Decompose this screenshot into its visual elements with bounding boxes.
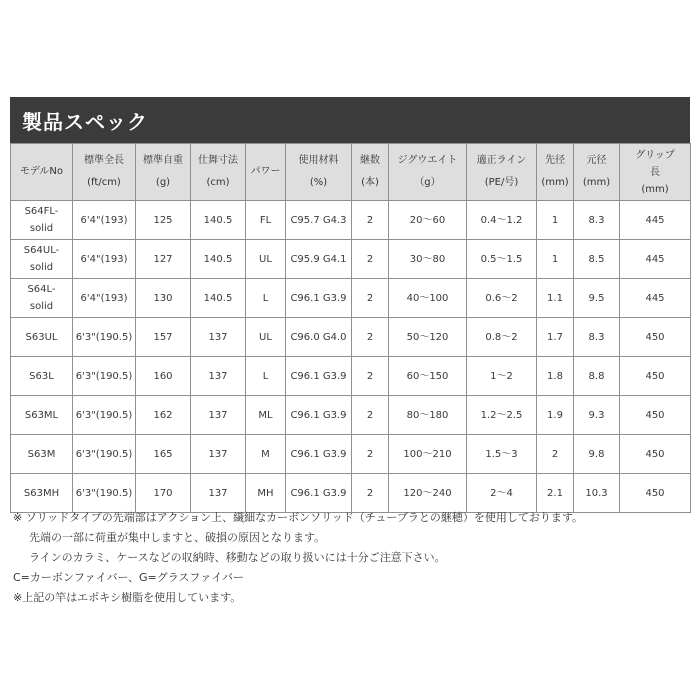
- spec-section: [10, 97, 690, 513]
- cell-tip-diameter: 1.8: [537, 357, 574, 396]
- cell-pieces: 2: [352, 240, 389, 279]
- cell-closed-length: 137: [191, 357, 246, 396]
- cell-material: C96.1 G3.9: [286, 279, 352, 318]
- header-closed-length: 仕舞寸法 (cm): [191, 144, 246, 201]
- header-model: モデルNo: [11, 144, 73, 201]
- cell-butt-diameter: 10.3: [574, 474, 620, 513]
- cell-weight: 170: [136, 474, 191, 513]
- note-solid-tip: ※ ソリッドタイプの先端部はアクション上、繊細なカーボンソリッド（チューブラとの継穂）を使用しております。: [13, 511, 583, 524]
- cell-line: 0.5～1.5: [467, 240, 537, 279]
- cell-tip-diameter: 1.7: [537, 318, 574, 357]
- table-row: [11, 201, 691, 240]
- cell-model: S64UL- solid: [11, 240, 73, 279]
- cell-weight: 160: [136, 357, 191, 396]
- table-row: [11, 240, 691, 279]
- cell-tip-diameter: 1: [537, 240, 574, 279]
- cell-length: 6'3"(190.5): [73, 435, 136, 474]
- cell-grip-length: 450: [620, 396, 691, 435]
- cell-weight: 127: [136, 240, 191, 279]
- cell-closed-length: 137: [191, 396, 246, 435]
- cell-butt-diameter: 9.8: [574, 435, 620, 474]
- cell-weight: 162: [136, 396, 191, 435]
- note-load-warning: 先端の一部に荷重が集中しますと、破損の原因となります。: [29, 531, 326, 544]
- cell-line: 0.6～2: [467, 279, 537, 318]
- cell-weight: 125: [136, 201, 191, 240]
- cell-jig-weight: 50～120: [389, 318, 467, 357]
- table-row: [11, 474, 691, 513]
- cell-pieces: 2: [352, 357, 389, 396]
- header-power: パワー: [246, 144, 286, 201]
- header-weight: 標準自重 (g): [136, 144, 191, 201]
- cell-grip-length: 450: [620, 474, 691, 513]
- cell-tip-diameter: 2.1: [537, 474, 574, 513]
- cell-material: C96.0 G4.0: [286, 318, 352, 357]
- cell-grip-length: 450: [620, 318, 691, 357]
- note-resin: ※上記の竿はエポキシ樹脂を使用しています。: [13, 591, 242, 604]
- table-header-row: [11, 144, 691, 201]
- cell-line: 1.2～2.5: [467, 396, 537, 435]
- cell-jig-weight: 20～60: [389, 201, 467, 240]
- cell-power: MH: [246, 474, 286, 513]
- header-butt-diameter: 元径 (mm): [574, 144, 620, 201]
- cell-jig-weight: 40～100: [389, 279, 467, 318]
- cell-closed-length: 140.5: [191, 201, 246, 240]
- cell-closed-length: 137: [191, 435, 246, 474]
- cell-power: L: [246, 279, 286, 318]
- cell-pieces: 2: [352, 435, 389, 474]
- cell-weight: 165: [136, 435, 191, 474]
- cell-jig-weight: 120～240: [389, 474, 467, 513]
- header-material: 使用材料 (%): [286, 144, 352, 201]
- cell-butt-diameter: 8.8: [574, 357, 620, 396]
- cell-power: UL: [246, 318, 286, 357]
- cell-weight: 157: [136, 318, 191, 357]
- section-title: 製品スペック: [10, 97, 690, 143]
- header-tip-diameter: 先径 (mm): [537, 144, 574, 201]
- cell-closed-length: 137: [191, 318, 246, 357]
- cell-tip-diameter: 2: [537, 435, 574, 474]
- cell-butt-diameter: 9.3: [574, 396, 620, 435]
- cell-power: UL: [246, 240, 286, 279]
- cell-material: C96.1 G3.9: [286, 474, 352, 513]
- cell-grip-length: 450: [620, 435, 691, 474]
- note-handling-warning: ラインのカラミ、ケースなどの収納時、移動などの取り扱いには十分ご注意下さい。: [29, 551, 446, 564]
- spec-table: [10, 143, 691, 513]
- cell-line: 0.4～1.2: [467, 201, 537, 240]
- cell-tip-diameter: 1.1: [537, 279, 574, 318]
- header-pieces: 継数 (本): [352, 144, 389, 201]
- cell-model: S63ML: [11, 396, 73, 435]
- cell-material: C95.7 G4.3: [286, 201, 352, 240]
- cell-butt-diameter: 8.3: [574, 318, 620, 357]
- cell-length: 6'4"(193): [73, 279, 136, 318]
- cell-model: S63MH: [11, 474, 73, 513]
- cell-tip-diameter: 1.9: [537, 396, 574, 435]
- cell-pieces: 2: [352, 201, 389, 240]
- cell-grip-length: 450: [620, 357, 691, 396]
- table-row: [11, 435, 691, 474]
- cell-jig-weight: 80～180: [389, 396, 467, 435]
- cell-power: M: [246, 435, 286, 474]
- cell-closed-length: 140.5: [191, 279, 246, 318]
- cell-weight: 130: [136, 279, 191, 318]
- header-grip-length: グリップ 長 (mm): [620, 144, 691, 201]
- cell-pieces: 2: [352, 318, 389, 357]
- header-line: 適正ライン (PE/号): [467, 144, 537, 201]
- cell-grip-length: 445: [620, 240, 691, 279]
- header-jig-weight: ジグウエイト （g）: [389, 144, 467, 201]
- header-length: 標準全長 (ft/cm): [73, 144, 136, 201]
- cell-material: C96.1 G3.9: [286, 396, 352, 435]
- cell-butt-diameter: 8.3: [574, 201, 620, 240]
- cell-power: L: [246, 357, 286, 396]
- cell-material: C96.1 G3.9: [286, 357, 352, 396]
- cell-line: 2～4: [467, 474, 537, 513]
- cell-jig-weight: 60～150: [389, 357, 467, 396]
- cell-length: 6'3"(190.5): [73, 318, 136, 357]
- spec-notes: [13, 508, 697, 608]
- cell-closed-length: 140.5: [191, 240, 246, 279]
- cell-jig-weight: 30～80: [389, 240, 467, 279]
- cell-butt-diameter: 9.5: [574, 279, 620, 318]
- cell-grip-length: 445: [620, 201, 691, 240]
- cell-power: FL: [246, 201, 286, 240]
- cell-length: 6'3"(190.5): [73, 357, 136, 396]
- cell-line: 0.8～2: [467, 318, 537, 357]
- cell-model: S64L- solid: [11, 279, 73, 318]
- cell-model: S64FL- solid: [11, 201, 73, 240]
- cell-line: 1～2: [467, 357, 537, 396]
- cell-model: S63L: [11, 357, 73, 396]
- cell-length: 6'4"(193): [73, 240, 136, 279]
- table-row: [11, 396, 691, 435]
- cell-model: S63UL: [11, 318, 73, 357]
- table-row: [11, 279, 691, 318]
- cell-power: ML: [246, 396, 286, 435]
- cell-grip-length: 445: [620, 279, 691, 318]
- cell-model: S63M: [11, 435, 73, 474]
- cell-line: 1.5～3: [467, 435, 537, 474]
- cell-butt-diameter: 8.5: [574, 240, 620, 279]
- table-row: [11, 318, 691, 357]
- cell-jig-weight: 100～210: [389, 435, 467, 474]
- note-material-legend: C=カーボンファイバー、G=グラスファイバー: [13, 571, 244, 584]
- cell-tip-diameter: 1: [537, 201, 574, 240]
- cell-material: C96.1 G3.9: [286, 435, 352, 474]
- table-row: [11, 357, 691, 396]
- cell-pieces: 2: [352, 279, 389, 318]
- cell-pieces: 2: [352, 396, 389, 435]
- cell-closed-length: 137: [191, 474, 246, 513]
- cell-material: C95.9 G4.1: [286, 240, 352, 279]
- cell-length: 6'3"(190.5): [73, 396, 136, 435]
- cell-pieces: 2: [352, 474, 389, 513]
- cell-length: 6'3"(190.5): [73, 474, 136, 513]
- cell-length: 6'4"(193): [73, 201, 136, 240]
